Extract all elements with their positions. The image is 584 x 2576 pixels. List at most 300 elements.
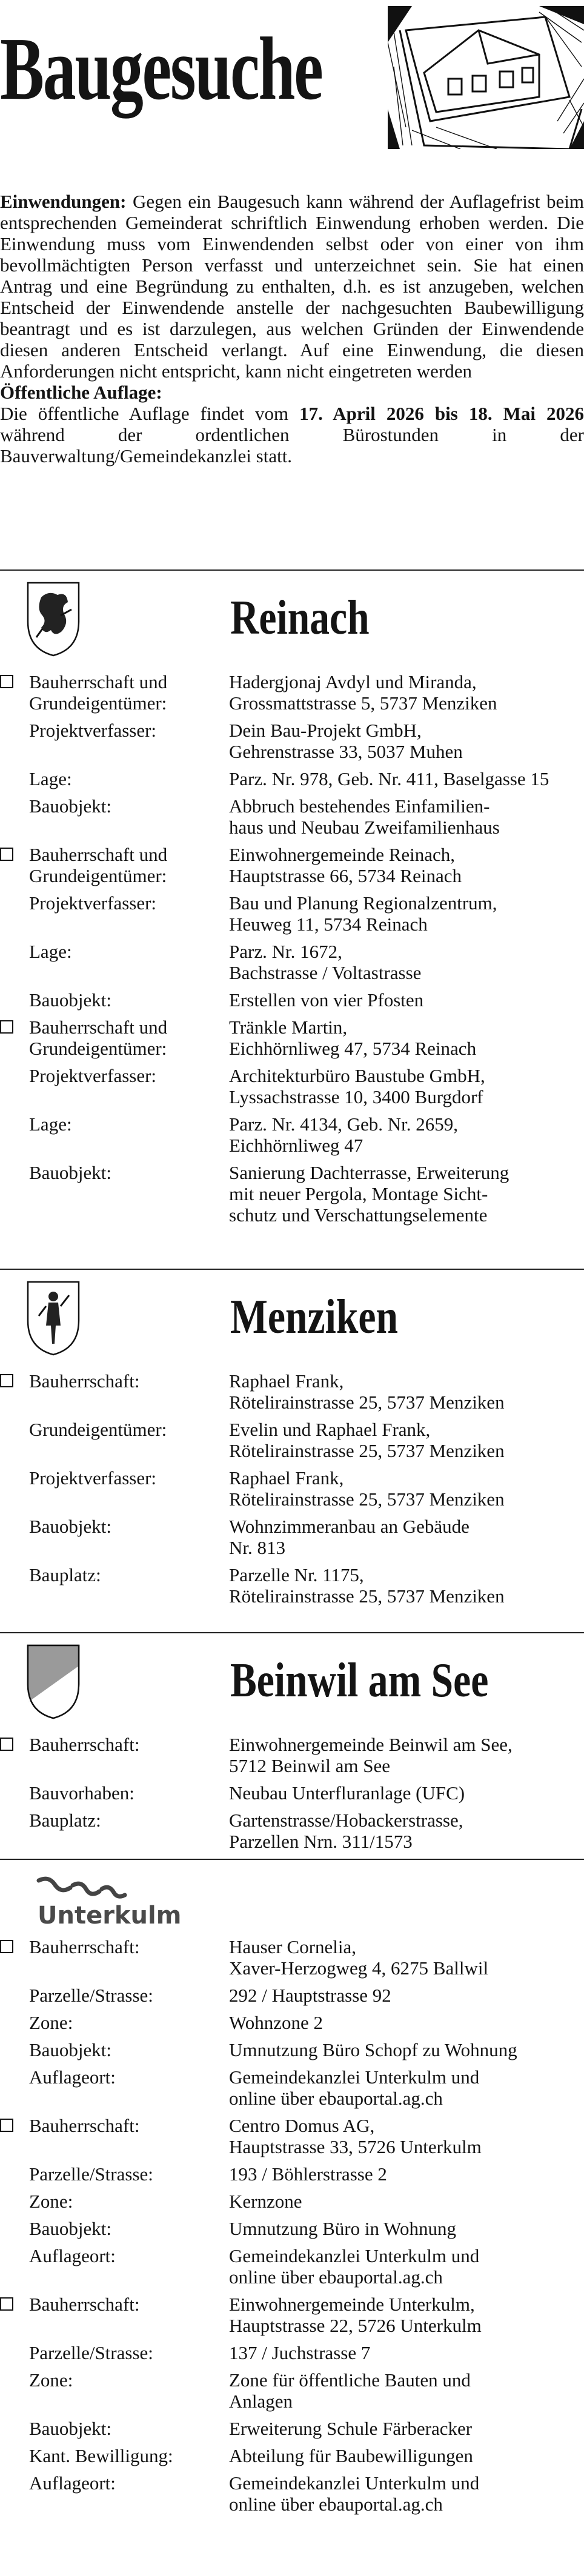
- entry-line: [0, 2136, 584, 2157]
- application-entry-field: [0, 2245, 584, 2288]
- auflage-paragraph: [0, 403, 584, 466]
- intro-block: [0, 191, 584, 466]
- field-label-cell: [0, 2218, 229, 2239]
- field-value: Gemeindekanzlei Unterkulm und: [229, 2066, 480, 2088]
- application-entry-field: [0, 2294, 584, 2336]
- field-value: Einwohnergemeinde Reinach,: [229, 844, 456, 865]
- entry-line: [0, 1936, 584, 1957]
- entry-line: [0, 692, 584, 714]
- field-value: Dein Bau-Projekt GmbH,: [229, 720, 422, 741]
- field-value: Tränkle Martin,: [229, 1017, 348, 1038]
- entry-line: [0, 1467, 584, 1489]
- field-value: Einwohnergemeinde Unterkulm,: [229, 2294, 475, 2315]
- unterkulm-logo-text: Unterkulm: [38, 1902, 182, 1930]
- field-label-cell: [0, 795, 229, 817]
- field-value: Anlagen: [229, 2391, 293, 2412]
- entry-line: [0, 1162, 584, 1183]
- field-label-cell: [0, 941, 229, 962]
- section-divider: [0, 1859, 584, 1860]
- application-entry-field: [0, 2115, 584, 2157]
- field-label-cell: [0, 768, 229, 789]
- field-label-cell: [0, 1831, 229, 1852]
- application-entry-field: [0, 2369, 584, 2412]
- entry-line: [0, 892, 584, 914]
- section-title: Beinwil am See: [230, 1654, 489, 1707]
- field-value: Xaver-Herzogweg 4, 6275 Ballwil: [229, 1957, 489, 1979]
- field-value: Abbruch bestehendes Einfamilien-: [229, 795, 490, 817]
- entry-line: [0, 2066, 584, 2088]
- entry-line: [0, 1440, 584, 1461]
- entry-spacer: [0, 1461, 584, 1467]
- entry-spacer: [0, 1059, 584, 1065]
- field-value: Hauptstrasse 22, 5726 Unterkulm: [229, 2315, 482, 2336]
- field-label-cell: [0, 2136, 229, 2157]
- field-value: Parz. Nr. 1672,: [229, 941, 342, 962]
- application-entry-field: [0, 2472, 584, 2515]
- field-value: Parz. Nr. 4134, Geb. Nr. 2659,: [229, 1114, 458, 1135]
- entry-spacer: [0, 1226, 584, 1232]
- field-label: Projektverfasser:: [29, 720, 157, 741]
- field-value: Rötelirainstrasse 25, 5737 Menziken: [229, 1585, 505, 1607]
- section-header: [0, 574, 584, 671]
- field-value: schutz und Verschattungselemente: [229, 1204, 488, 1226]
- field-label: Bauherrschaft:: [29, 1734, 140, 1755]
- entry-spacer: [0, 2363, 584, 2369]
- menziken-coat-of-arms-icon: [24, 1278, 82, 1357]
- field-label-cell: [0, 817, 229, 838]
- field-label-cell: [0, 2445, 229, 2466]
- entry-line: [0, 1831, 584, 1852]
- section-reinach: [0, 574, 584, 1232]
- field-value: Raphael Frank,: [229, 1370, 344, 1392]
- field-label: Parzelle/Strasse:: [29, 1985, 153, 2006]
- checkbox-square-icon: [0, 2297, 13, 2311]
- field-value: Parz. Nr. 978, Geb. Nr. 411, Baselgasse 15: [229, 768, 549, 789]
- reinach-coat-of-arms-icon: [24, 579, 82, 658]
- field-label-cell: [0, 2294, 229, 2315]
- entry-line: [0, 2163, 584, 2185]
- field-value: Wohnzone 2: [229, 2012, 324, 2033]
- field-label-cell: [0, 2342, 229, 2363]
- entry-line: [0, 1065, 584, 1086]
- entry-spacer: [0, 1776, 584, 1782]
- entry-spacer: [0, 2033, 584, 2039]
- application-entry-field: [0, 1419, 584, 1461]
- field-label: Bauherrschaft und: [29, 844, 168, 865]
- einwendungen-text: Gegen ein Baugesuch kann während der Auflagefrist beim entsprechenden Gemeinderat schriftlich Einwendung erhoben werden. Die Einwendung muss vom Einwendenden selbst oder von einer von ihm bevollmächtigten Person verfasst und unterzeichnet sein. Sie hat einen Antrag und eine Begründung zu enthalten, d.h. es ist anzugeben, welchen Entscheid der Einwendende anstelle der nachgesuchten Baubewilligung beantragt und es ist darzulegen, aus welchen Gründen der Einwendende diesen anderen Entscheid verlangt. Auf eine Einwendung, die diesen Anforderungen nicht entspricht, kann nicht eingetreten werden: [0, 191, 584, 382]
- field-label-cell: [0, 1936, 229, 1957]
- field-value: online über ebauportal.ag.ch: [229, 2266, 443, 2288]
- entry-line: [0, 817, 584, 838]
- field-label-cell: [0, 1392, 229, 1413]
- field-label: Grundeigentümer:: [29, 692, 167, 714]
- entry-spacer: [0, 2060, 584, 2066]
- section-divider: [0, 1269, 584, 1270]
- field-value: Hauptstrasse 33, 5726 Unterkulm: [229, 2136, 482, 2157]
- field-label-cell: [0, 1038, 229, 1059]
- checkbox-square-icon: [0, 2119, 13, 2132]
- entry-line: [0, 2115, 584, 2136]
- field-label: Zone:: [29, 2191, 73, 2212]
- entry-spacer: [0, 886, 584, 892]
- field-value: Einwohnergemeinde Beinwil am See,: [229, 1734, 513, 1755]
- field-label-cell: [0, 1516, 229, 1537]
- field-label-cell: [0, 1419, 229, 1440]
- entry-line: [0, 1370, 584, 1392]
- checkbox-square-icon: [0, 1374, 13, 1387]
- application-entry-field: [0, 1564, 584, 1607]
- field-label-cell: [0, 1734, 229, 1755]
- field-label-cell: [0, 1204, 229, 1226]
- checkbox-square-icon: [0, 848, 13, 861]
- entry-spacer: [0, 2336, 584, 2342]
- field-label: Lage:: [29, 768, 72, 789]
- field-value: Gehrenstrasse 33, 5037 Muhen: [229, 741, 463, 762]
- entry-spacer: [0, 2109, 584, 2115]
- field-value: Hauptstrasse 66, 5734 Reinach: [229, 865, 462, 886]
- auflage-label: Öffentliche Auflage:: [0, 382, 162, 403]
- field-value: Centro Domus AG,: [229, 2115, 375, 2136]
- entry-line: [0, 741, 584, 762]
- field-value: Evelin und Raphael Frank,: [229, 1419, 431, 1440]
- entry-line: [0, 768, 584, 789]
- entry-line: [0, 865, 584, 886]
- entry-line: [0, 1782, 584, 1804]
- field-label: Grundeigentümer:: [29, 1038, 167, 1059]
- field-label: Parzelle/Strasse:: [29, 2342, 153, 2363]
- field-value: Raphael Frank,: [229, 1467, 344, 1489]
- entry-line: [0, 1957, 584, 1979]
- section-divider: [0, 1632, 584, 1633]
- field-label: Bauherrschaft:: [29, 1936, 140, 1957]
- entry-line: [0, 1135, 584, 1156]
- field-label-cell: [0, 2418, 229, 2439]
- field-label: Projektverfasser:: [29, 892, 157, 914]
- checkbox-square-icon: [0, 1020, 13, 1034]
- field-label-cell: [0, 1489, 229, 1510]
- field-label-cell: [0, 1065, 229, 1086]
- section-header: [0, 1637, 584, 1734]
- field-label-cell: [0, 2369, 229, 2391]
- field-label-cell: [0, 1114, 229, 1135]
- entry-line: [0, 1537, 584, 1558]
- field-value: Neubau Unterfluranlage (UFC): [229, 1782, 465, 1804]
- entry-spacer: [0, 2515, 584, 2521]
- field-label-cell: [0, 741, 229, 762]
- entry-spacer: [0, 935, 584, 941]
- entries-menziken: [0, 1370, 584, 1613]
- field-label-cell: [0, 1370, 229, 1392]
- beinwil-coat-of-arms-icon: [24, 1642, 82, 1721]
- field-value: Rötelirainstrasse 25, 5737 Menziken: [229, 1392, 505, 1413]
- entry-line: [0, 2391, 584, 2412]
- field-value: haus und Neubau Zweifamilienhaus: [229, 817, 500, 838]
- field-label: Bauherrschaft:: [29, 2294, 140, 2315]
- field-label-cell: [0, 1782, 229, 1804]
- entry-spacer: [0, 762, 584, 768]
- entry-line: [0, 2342, 584, 2363]
- field-label: Bauplatz:: [29, 1564, 101, 1585]
- entry-spacer: [0, 2439, 584, 2445]
- application-entry-field: [0, 2218, 584, 2239]
- field-label-cell: [0, 1440, 229, 1461]
- field-label: Auflageort:: [29, 2472, 116, 2494]
- field-value: Umnutzung Büro in Wohnung: [229, 2218, 456, 2239]
- field-label: Parzelle/Strasse:: [29, 2163, 153, 2185]
- section-beinwil: [0, 1637, 584, 1858]
- field-value: Hauser Cornelia,: [229, 1936, 357, 1957]
- field-label: Bauobjekt:: [29, 1162, 112, 1183]
- field-label: Bauobjekt:: [29, 2218, 112, 2239]
- checkbox-square-icon: [0, 1738, 13, 1751]
- field-label-cell: [0, 1810, 229, 1831]
- field-value: Erweiterung Schule Färberacker: [229, 2418, 473, 2439]
- entry-line: [0, 671, 584, 692]
- field-label-cell: [0, 2163, 229, 2185]
- entries-unterkulm: [0, 1936, 584, 2521]
- field-label-cell: [0, 1537, 229, 1558]
- field-label-cell: [0, 2039, 229, 2060]
- field-label-cell: [0, 1564, 229, 1585]
- application-entry-field: [0, 2342, 584, 2363]
- entry-line: [0, 962, 584, 983]
- field-value: mit neuer Pergola, Montage Sicht-: [229, 1183, 488, 1204]
- field-value: Parzellen Nrn. 311/1573: [229, 1831, 413, 1852]
- field-label: Bauobjekt:: [29, 2039, 112, 2060]
- entry-line: [0, 2494, 584, 2515]
- entry-line: [0, 2294, 584, 2315]
- field-label-cell: [0, 2066, 229, 2088]
- application-entry-field: [0, 1810, 584, 1852]
- field-label-cell: [0, 914, 229, 935]
- field-value: Grossmattstrasse 5, 5737 Menziken: [229, 692, 497, 714]
- field-label-cell: [0, 1162, 229, 1183]
- entry-spacer: [0, 1510, 584, 1516]
- field-label: Kant. Bewilligung:: [29, 2445, 173, 2466]
- entry-line: [0, 2445, 584, 2466]
- entry-spacer: [0, 2239, 584, 2245]
- field-label: Zone:: [29, 2012, 73, 2033]
- field-label-cell: [0, 2266, 229, 2288]
- application-entry-field: [0, 1936, 584, 1979]
- field-label-cell: [0, 2391, 229, 2412]
- section-title: Menziken: [230, 1290, 398, 1344]
- entry-spacer: [0, 1607, 584, 1613]
- section-divider: [0, 569, 584, 571]
- application-entry-field: [0, 2191, 584, 2212]
- field-value: Eichhörnliweg 47, 5734 Reinach: [229, 1038, 477, 1059]
- field-value: Eichhörnliweg 47: [229, 1135, 363, 1156]
- auflage-heading: [0, 382, 584, 403]
- application-entry-field: [0, 795, 584, 838]
- entry-spacer: [0, 2157, 584, 2163]
- entry-spacer: [0, 2466, 584, 2472]
- field-label: Bauherrschaft und: [29, 1017, 168, 1038]
- entry-line: [0, 795, 584, 817]
- auflage-text-2: bis: [434, 403, 458, 424]
- page-title: Baugesuche: [0, 19, 322, 119]
- entry-line: [0, 2245, 584, 2266]
- field-value: 193 / Böhlerstrasse 2: [229, 2163, 387, 2185]
- application-entry-field: [0, 892, 584, 935]
- field-label-cell: [0, 2191, 229, 2212]
- entry-line: [0, 941, 584, 962]
- entry-spacer: [0, 2288, 584, 2294]
- field-label: Bauplatz:: [29, 1810, 101, 1831]
- field-label-cell: [0, 1467, 229, 1489]
- field-label-cell: [0, 2315, 229, 2336]
- section-unterkulm: [0, 1864, 584, 2521]
- unterkulm-wave-logo-icon: [36, 1874, 127, 1904]
- field-label-cell: [0, 962, 229, 983]
- application-entry-field: [0, 768, 584, 789]
- entry-line: [0, 1734, 584, 1755]
- entry-spacer: [0, 1156, 584, 1162]
- field-value: Bau und Planung Regionalzentrum,: [229, 892, 497, 914]
- entry-spacer: [0, 1413, 584, 1419]
- entry-line: [0, 1086, 584, 1107]
- field-label-cell: [0, 865, 229, 886]
- entry-line: [0, 1755, 584, 1776]
- application-entry-field: [0, 1734, 584, 1776]
- einwendungen-label: Einwendungen:: [0, 191, 127, 212]
- entry-line: [0, 2012, 584, 2033]
- application-entry-field: [0, 2445, 584, 2466]
- entry-line: [0, 989, 584, 1011]
- entry-line: [0, 1017, 584, 1038]
- application-entry-field: [0, 2066, 584, 2109]
- entry-spacer: [0, 838, 584, 844]
- entry-line: [0, 1419, 584, 1440]
- application-entry-field: [0, 2418, 584, 2439]
- field-label-cell: [0, 2494, 229, 2515]
- field-label: Bauobjekt:: [29, 1516, 112, 1537]
- entry-spacer: [0, 983, 584, 989]
- field-label: Bauobjekt:: [29, 2418, 112, 2439]
- entry-line: [0, 1183, 584, 1204]
- entry-line: [0, 2369, 584, 2391]
- application-entry-field: [0, 671, 584, 714]
- application-entry-field: [0, 1467, 584, 1510]
- field-label: Bauvorhaben:: [29, 1782, 134, 1804]
- field-value: Zone für öffentliche Bauten und: [229, 2369, 471, 2391]
- field-value: Nr. 813: [229, 1537, 285, 1558]
- field-label: Zone:: [29, 2369, 73, 2391]
- field-value: online über ebauportal.ag.ch: [229, 2088, 443, 2109]
- field-value: 137 / Juchstrasse 7: [229, 2342, 371, 2363]
- entry-spacer: [0, 714, 584, 720]
- field-value: Kernzone: [229, 2191, 302, 2212]
- field-value: 5712 Beinwil am See: [229, 1755, 391, 1776]
- entry-spacer: [0, 2412, 584, 2418]
- field-label-cell: [0, 1017, 229, 1038]
- application-entry-field: [0, 1370, 584, 1413]
- entries-beinwil: [0, 1734, 584, 1858]
- entry-spacer: [0, 789, 584, 795]
- entry-spacer: [0, 1804, 584, 1810]
- entry-line: [0, 1038, 584, 1059]
- field-value: Architekturbüro Baustube GmbH,: [229, 1065, 485, 1086]
- entry-line: [0, 2418, 584, 2439]
- entry-spacer: [0, 1107, 584, 1114]
- field-value: Sanierung Dachterrasse, Erweiterung: [229, 1162, 509, 1183]
- entry-line: [0, 2039, 584, 2060]
- section-title: Reinach: [230, 591, 370, 645]
- field-label: Lage:: [29, 1114, 72, 1135]
- entry-spacer: [0, 2006, 584, 2012]
- field-value: 292 / Hauptstrasse 92: [229, 1985, 391, 2006]
- entry-line: [0, 1985, 584, 2006]
- field-label: Grundeigentümer:: [29, 865, 167, 886]
- application-entry-field: [0, 1065, 584, 1107]
- entry-line: [0, 1810, 584, 1831]
- entry-line: [0, 1392, 584, 1413]
- auflage-text-1: Die öffentliche Auflage findet vom: [0, 403, 289, 424]
- field-value: Bachstrasse / Voltastrasse: [229, 962, 422, 983]
- field-label: Bauherrschaft:: [29, 1370, 140, 1392]
- entry-line: [0, 720, 584, 741]
- field-label: Auflageort:: [29, 2066, 116, 2088]
- application-entry-field: [0, 1516, 584, 1558]
- field-value: Gemeindekanzlei Unterkulm und: [229, 2245, 480, 2266]
- field-label-cell: [0, 671, 229, 692]
- entry-line: [0, 2266, 584, 2288]
- application-entry-field: [0, 1114, 584, 1156]
- field-value: Hadergjonaj Avdyl und Miranda,: [229, 671, 477, 692]
- field-label-cell: [0, 892, 229, 914]
- field-value: Wohnzimmeranbau an Gebäude: [229, 1516, 470, 1537]
- entry-line: [0, 1564, 584, 1585]
- entry-line: [0, 1204, 584, 1226]
- application-entry-field: [0, 2163, 584, 2185]
- field-label-cell: [0, 2012, 229, 2033]
- field-value: Umnutzung Büro Schopf zu Wohnung: [229, 2039, 517, 2060]
- application-entry-field: [0, 1162, 584, 1226]
- field-label-cell: [0, 2245, 229, 2266]
- page-header: [0, 0, 584, 158]
- field-value: Gemeindekanzlei Unterkulm und: [229, 2472, 480, 2494]
- einwendungen-paragraph: [0, 191, 584, 382]
- application-entry-field: [0, 1017, 584, 1059]
- checkbox-square-icon: [0, 1940, 13, 1953]
- field-value: Heuweg 11, 5734 Reinach: [229, 914, 428, 935]
- section-menziken: [0, 1273, 584, 1613]
- entry-line: [0, 1114, 584, 1135]
- entry-spacer: [0, 1011, 584, 1017]
- field-label-cell: [0, 1183, 229, 1204]
- entry-spacer: [0, 2185, 584, 2191]
- field-value: online über ebauportal.ag.ch: [229, 2494, 443, 2515]
- field-label: Auflageort:: [29, 2245, 116, 2266]
- entry-spacer: [0, 1558, 584, 1564]
- field-label-cell: [0, 1086, 229, 1107]
- application-entry-field: [0, 1985, 584, 2006]
- field-label: Projektverfasser:: [29, 1065, 157, 1086]
- entry-line: [0, 1489, 584, 1510]
- entry-line: [0, 2315, 584, 2336]
- field-label: Lage:: [29, 941, 72, 962]
- field-label-cell: [0, 1135, 229, 1156]
- field-label: Bauobjekt:: [29, 989, 112, 1011]
- field-value: Lyssachstrasse 10, 3400 Burgdorf: [229, 1086, 483, 1107]
- field-value: Abteilung für Baubewilligungen: [229, 2445, 473, 2466]
- field-value: Gartenstrasse/Hobackerstrasse,: [229, 1810, 463, 1831]
- field-label-cell: [0, 692, 229, 714]
- application-entry-field: [0, 2039, 584, 2060]
- field-value: Erstellen von vier Pfosten: [229, 989, 424, 1011]
- entry-line: [0, 1585, 584, 1607]
- entry-line: [0, 2472, 584, 2494]
